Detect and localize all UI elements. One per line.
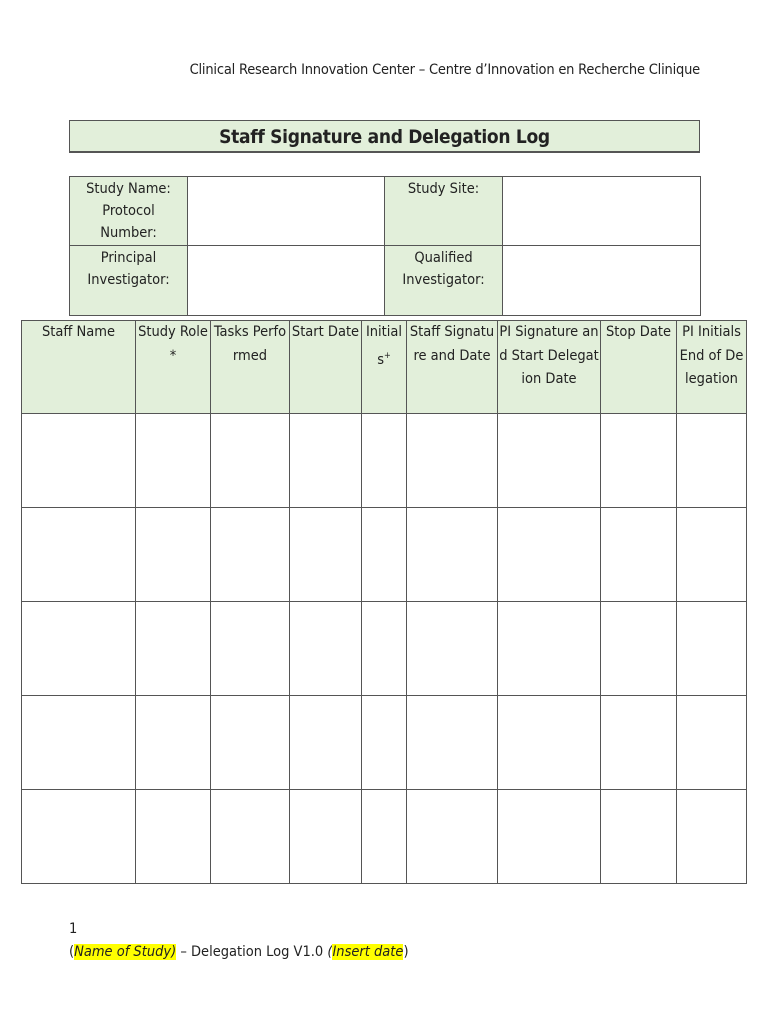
table-cell[interactable]	[290, 696, 362, 790]
table-cell[interactable]	[677, 508, 747, 602]
footer-version-text: – Delegation Log V1.0	[176, 944, 328, 960]
table-cell[interactable]	[362, 602, 407, 696]
table-row	[22, 414, 747, 508]
institution-header: Clinical Research Innovation Center – Centre d’Innovation en Recherche Clinique	[189, 62, 700, 78]
table-cell[interactable]	[136, 414, 211, 508]
table-cell[interactable]	[601, 790, 677, 884]
principal-label-line1: Principal	[100, 250, 157, 266]
study-name-field[interactable]	[188, 177, 385, 246]
qualified-label-line1: Qualified	[414, 250, 473, 266]
table-cell[interactable]	[290, 602, 362, 696]
qualified-investigator-label	[385, 246, 503, 316]
col-header-start-date: Start Date	[290, 321, 362, 414]
table-cell[interactable]	[290, 414, 362, 508]
table-cell[interactable]	[601, 414, 677, 508]
table-cell[interactable]	[498, 790, 601, 884]
col-header-tasks-performed: Tasks Performed	[211, 321, 290, 414]
table-cell[interactable]	[22, 790, 136, 884]
col-header-study-role: Study Role*	[136, 321, 211, 414]
qualified-label-line2: Investigator:	[402, 272, 485, 288]
log-table-body	[22, 414, 747, 884]
table-cell[interactable]	[211, 602, 290, 696]
table-cell[interactable]	[407, 790, 498, 884]
study-site-label	[385, 177, 503, 246]
table-cell[interactable]	[498, 508, 601, 602]
table-cell[interactable]	[22, 508, 136, 602]
table-cell[interactable]	[290, 508, 362, 602]
table-cell[interactable]	[136, 508, 211, 602]
principal-label-line2: Investigator:	[87, 272, 170, 288]
initials-marker: +	[384, 350, 391, 361]
table-cell[interactable]	[677, 696, 747, 790]
principal-investigator-field[interactable]	[188, 246, 385, 316]
table-cell[interactable]	[211, 508, 290, 602]
table-cell[interactable]	[22, 602, 136, 696]
table-cell[interactable]	[211, 414, 290, 508]
table-cell[interactable]	[407, 696, 498, 790]
qualified-investigator-field[interactable]	[503, 246, 701, 316]
col-header-pi-signature: PI Signature and Start Delegation Date	[498, 321, 601, 414]
table-cell[interactable]	[677, 790, 747, 884]
col-header-staff-name: Staff Name	[22, 321, 136, 414]
table-cell[interactable]	[362, 696, 407, 790]
delegation-log-table	[21, 320, 747, 884]
table-cell[interactable]	[601, 508, 677, 602]
study-name-protocol-label	[70, 177, 188, 246]
table-cell[interactable]	[677, 602, 747, 696]
table-cell[interactable]	[362, 414, 407, 508]
study-name-label: Study Name:	[86, 181, 171, 197]
principal-investigator-label	[70, 246, 188, 316]
footer-insert-paren: (	[327, 944, 333, 960]
table-cell[interactable]	[136, 790, 211, 884]
footer	[69, 918, 409, 964]
table-row	[22, 602, 747, 696]
col-header-pi-initials-end: PI Initials End of Delegation	[677, 321, 747, 414]
study-site-label-text: Study Site:	[407, 181, 480, 197]
page-number: 1	[69, 921, 78, 937]
protocol-number-label: Protocol Number:	[100, 203, 157, 241]
table-cell[interactable]	[22, 414, 136, 508]
footer-close-paren: )	[403, 944, 409, 960]
table-cell[interactable]	[407, 602, 498, 696]
footer-version-line	[69, 941, 409, 964]
footer-open-paren: (	[69, 944, 75, 960]
table-row	[22, 508, 747, 602]
table-cell[interactable]	[677, 414, 747, 508]
initials-label: Initials	[365, 324, 403, 368]
table-cell[interactable]	[22, 696, 136, 790]
table-cell[interactable]	[601, 602, 677, 696]
table-cell[interactable]	[498, 602, 601, 696]
table-cell[interactable]	[136, 602, 211, 696]
insert-date-placeholder: Insert date	[332, 944, 404, 960]
table-cell[interactable]	[362, 508, 407, 602]
col-header-staff-signature: Staff Signature and Date	[407, 321, 498, 414]
table-cell[interactable]	[290, 790, 362, 884]
col-header-initials	[362, 321, 407, 414]
table-cell[interactable]	[211, 696, 290, 790]
table-row	[22, 696, 747, 790]
study-site-field[interactable]	[503, 177, 701, 246]
table-cell[interactable]	[136, 696, 211, 790]
table-cell[interactable]	[362, 790, 407, 884]
document-title: Staff Signature and Delegation Log	[69, 120, 700, 153]
table-cell[interactable]	[601, 696, 677, 790]
col-header-stop-date: Stop Date	[601, 321, 677, 414]
study-info-table	[69, 176, 701, 316]
table-cell[interactable]	[407, 508, 498, 602]
table-row	[22, 790, 747, 884]
table-cell[interactable]	[498, 696, 601, 790]
table-cell[interactable]	[498, 414, 601, 508]
name-of-study-placeholder: Name of Study)	[74, 944, 177, 960]
table-cell[interactable]	[211, 790, 290, 884]
table-cell[interactable]	[407, 414, 498, 508]
